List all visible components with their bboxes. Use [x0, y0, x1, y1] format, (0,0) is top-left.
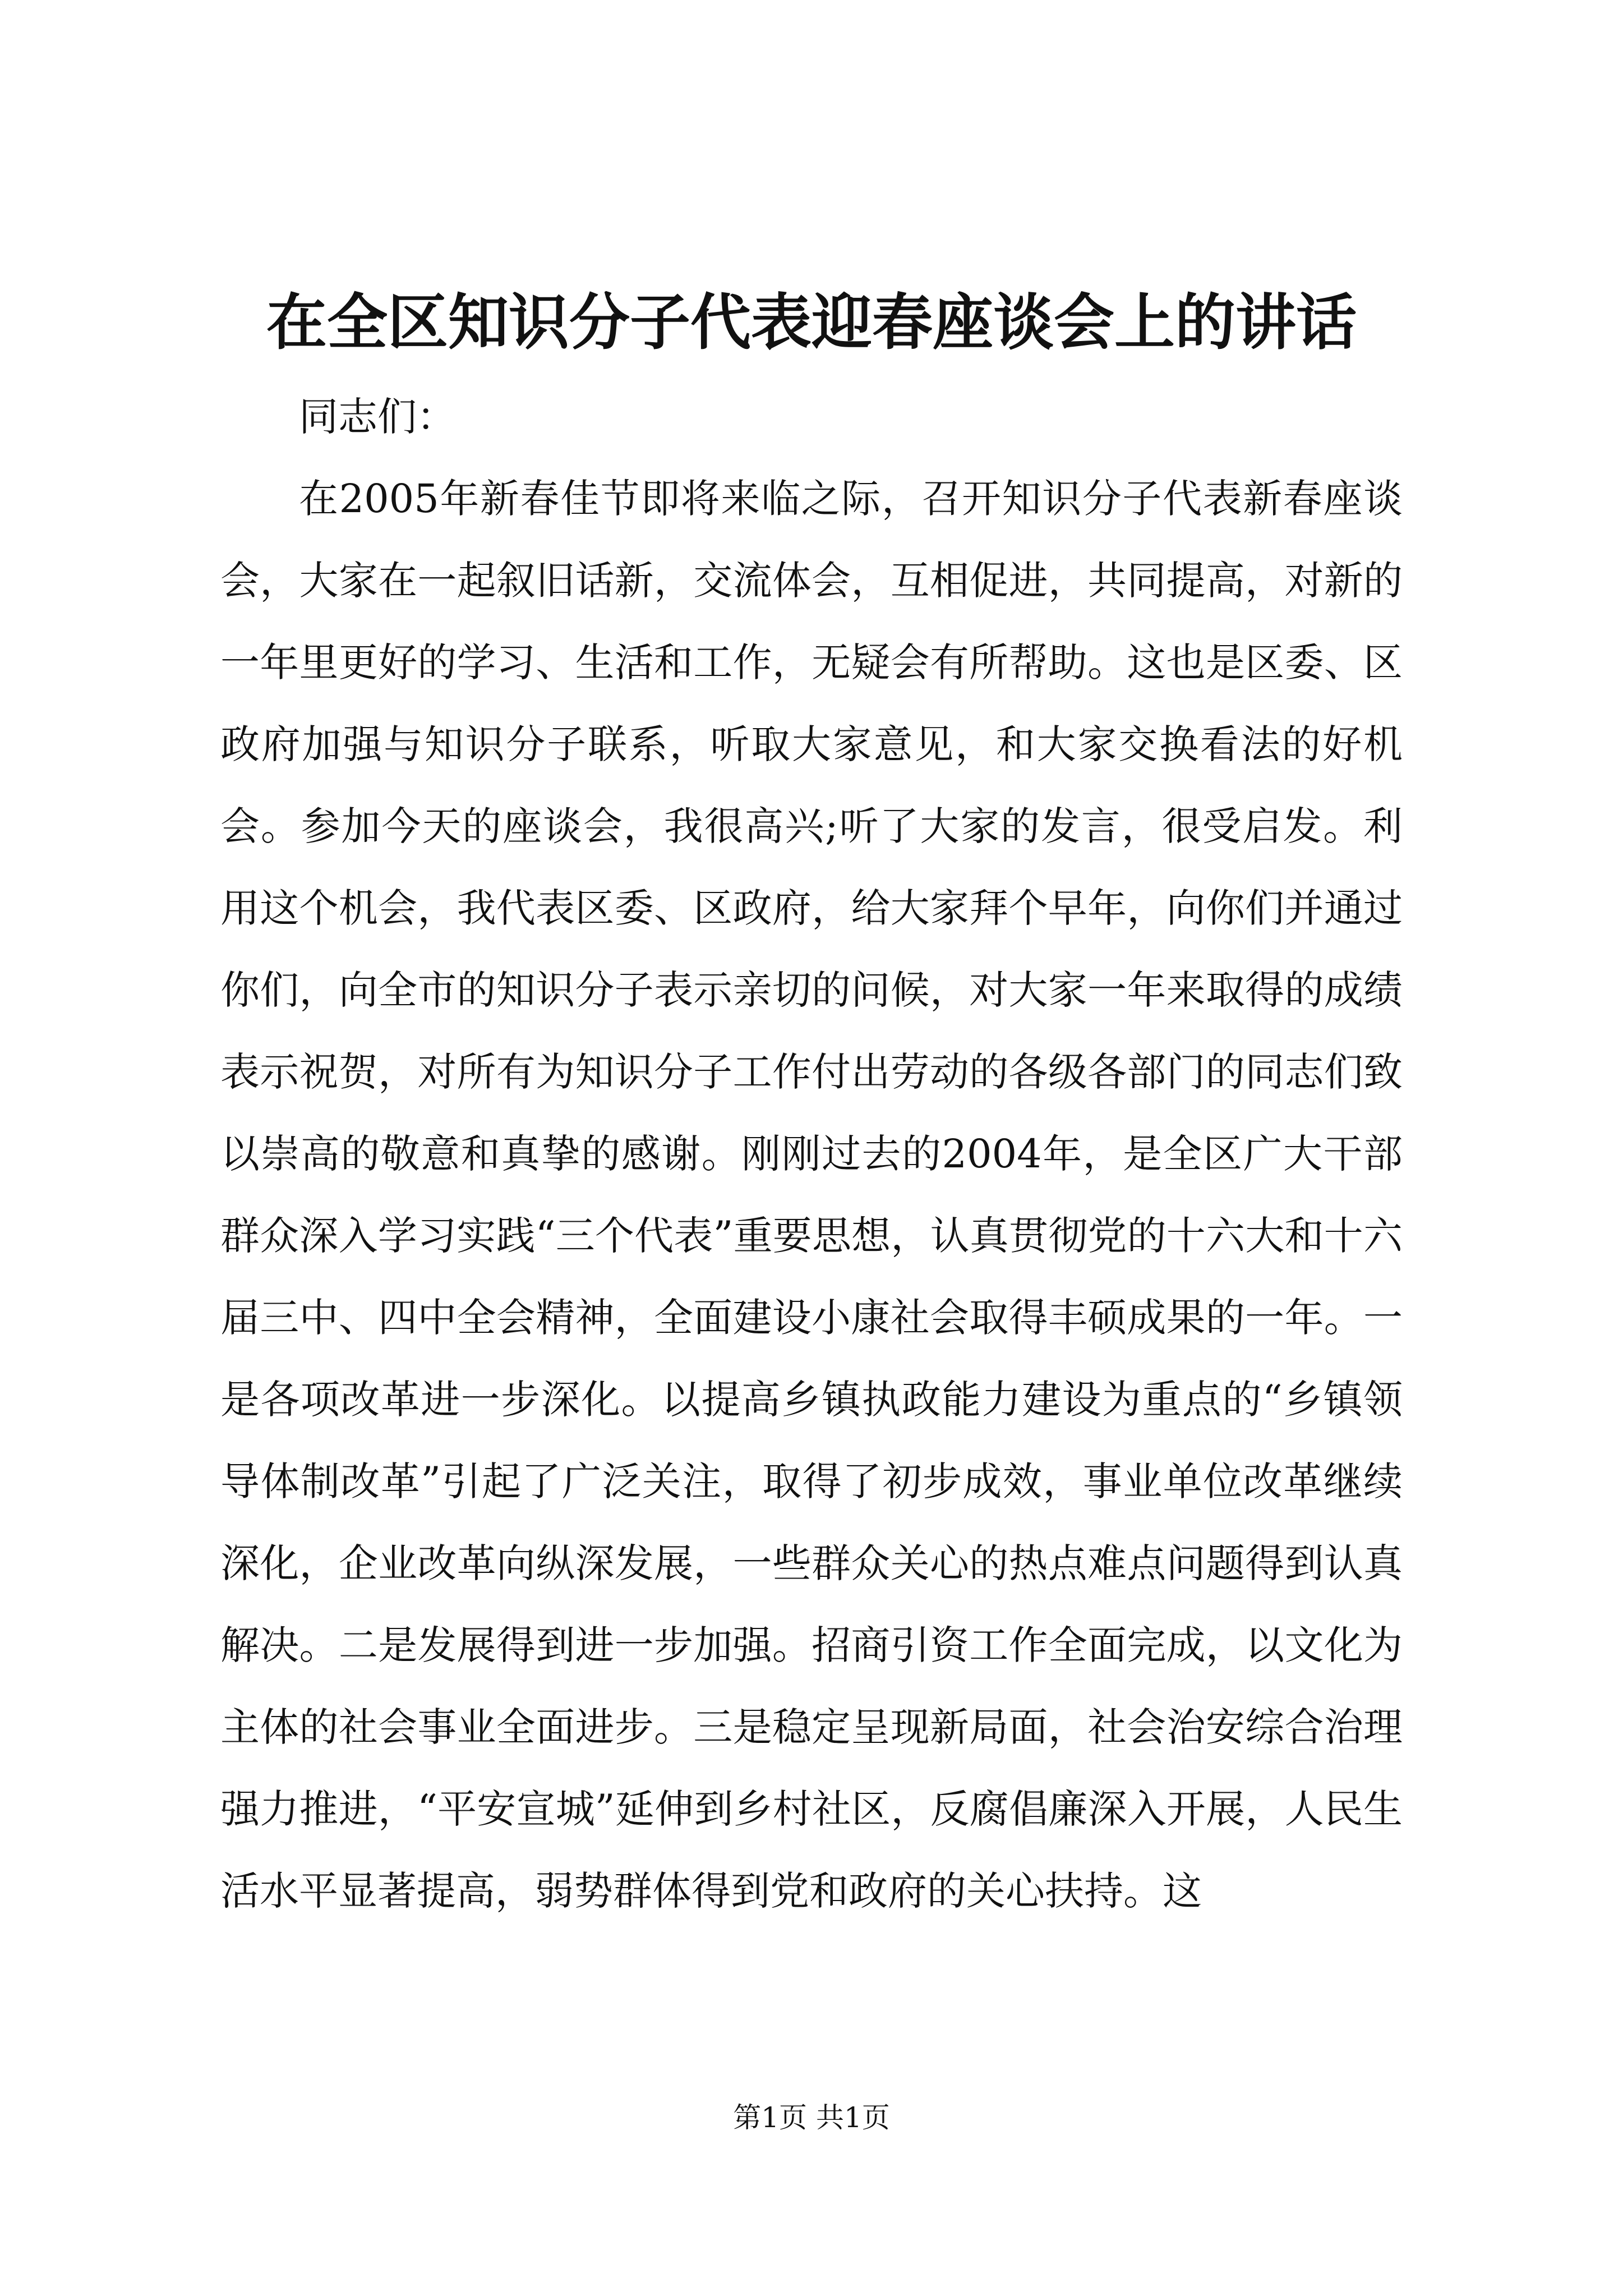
page-footer: 第1页 共1页: [733, 2101, 890, 2134]
document-body: [220, 376, 1403, 1932]
document-title: 在全区知识分子代表迎春座谈会上的讲话: [266, 287, 1357, 358]
salutation: 同志们：: [299, 394, 456, 440]
body-paragraph: 在2005年新春佳节即将来临之际，召开知识分子代表新春座谈会，大家在一起叙旧话新，交流体会，互相促进，共同提高，对新的一年里更好的学习、生活和工作，无疑会有所帮助。这也是区委、区政府加强与知识分子联系，听取大家意见，和大家交换看法的好机会。参加今天的座谈会，我很高兴;听了大家的发言，很受启发。利用这个机会，我代表区委、区政府，给大家拜个早年，向你们并通过你们，向全市的知识分子表示亲切的问候，对大家一年来取得的成绩表示祝贺，对所有为知识分子工作付出劳动的各级各部门的同志们致以崇高的敬意和真挚的感谢。刚刚过去的2004年，是全区广大干部群众深入学习实践“三个代表”重要思想，认真贯彻党的十六大和十六届三中、四中全会精神，全面建设小康社会取得丰硕成果的一年。一是各项改革进一步深化。以提高乡镇执政能力建设为重点的“乡镇领导体制改革”引起了广泛关注，取得了初步成效，事业单位改革继续深化，企业改革向纵深发展，一些群众关心的热点难点问题得到认真解决。二是发展得到进一步加强。招商引资工作全面完成，以文化为主体的社会事业全面进步。三是稳定呈现新局面，社会治安综合治理强力推进，“平安宣城”延伸到乡村社区，反腐倡廉深入开展，人民生活水平显著提高，弱势群体得到党和政府的关心扶持。这: [220, 476, 1403, 1914]
